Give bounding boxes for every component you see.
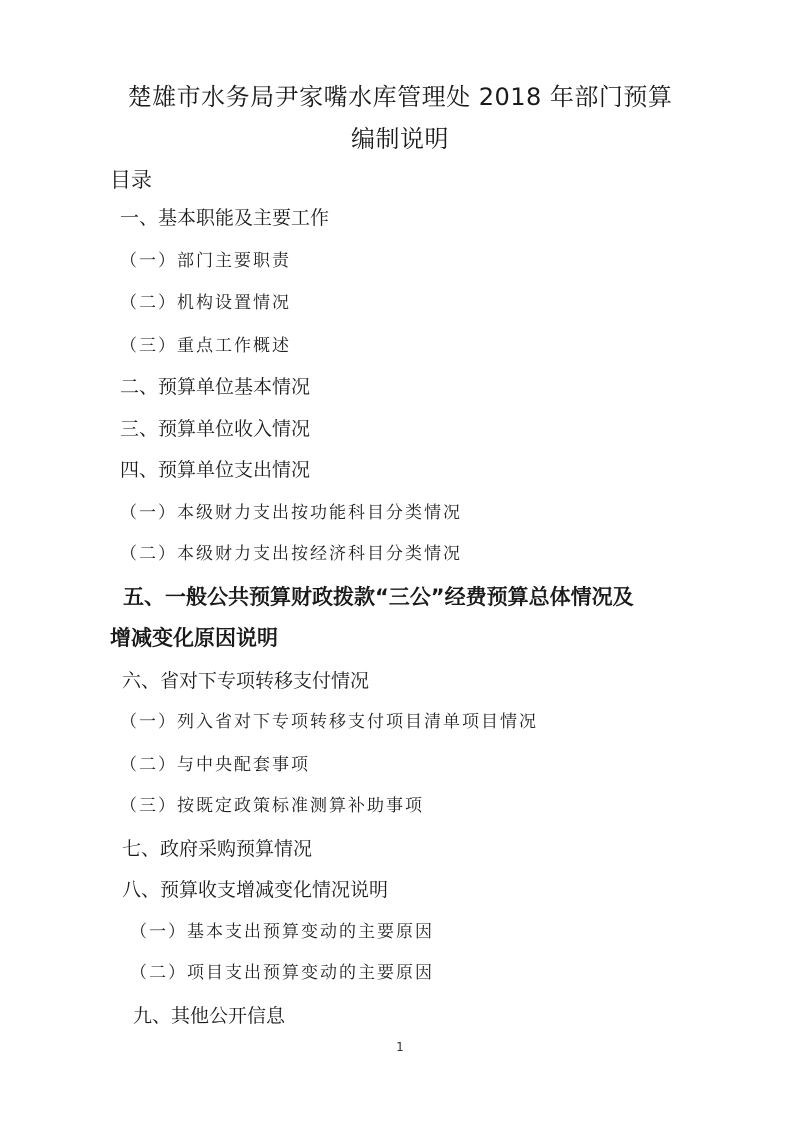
document-title-line-2: 编制说明: [351, 125, 449, 153]
toc-item: （二）机构设置情况: [120, 293, 291, 313]
toc-item: （一）部门主要职责: [120, 251, 291, 271]
toc-item: 增减变化原因说明: [110, 626, 278, 650]
toc-item: （三）重点工作概述: [120, 336, 291, 356]
toc-item: 五、一般公共预算财政拨款“三公”经费预算总体情况及: [123, 585, 634, 609]
toc-item: 六、省对下专项转移支付情况: [122, 670, 370, 692]
toc-item: 七、政府采购预算情况: [122, 838, 313, 860]
page-number: 1: [396, 1040, 404, 1054]
toc-item: （二）与中央配套事项: [120, 755, 310, 775]
toc-item: （二）本级财力支出按经济科目分类情况: [120, 544, 462, 564]
toc-item: （三）按既定政策标准测算补助事项: [120, 796, 424, 816]
toc-item: 八、预算收支增减变化情况说明: [122, 879, 389, 901]
toc-item: 四、预算单位支出情况: [120, 459, 311, 481]
document-title-line-1: 楚雄市水务局尹家嘴水库管理处 2018 年部门预算: [127, 83, 673, 111]
toc-item: （一）列入省对下专项转移支付项目清单项目情况: [120, 712, 538, 732]
toc-item: 二、预算单位基本情况: [120, 376, 311, 398]
toc-item: 三、预算单位收入情况: [120, 418, 311, 440]
toc-heading: 目录: [110, 168, 152, 192]
toc-item: （二）项目支出预算变动的主要原因: [130, 963, 434, 983]
toc-item: 一、基本职能及主要工作: [120, 207, 330, 229]
toc-item: 九、其他公开信息: [133, 1005, 286, 1027]
toc-item: （一）本级财力支出按功能科目分类情况: [120, 503, 462, 523]
toc-item: （一）基本支出预算变动的主要原因: [130, 922, 434, 942]
